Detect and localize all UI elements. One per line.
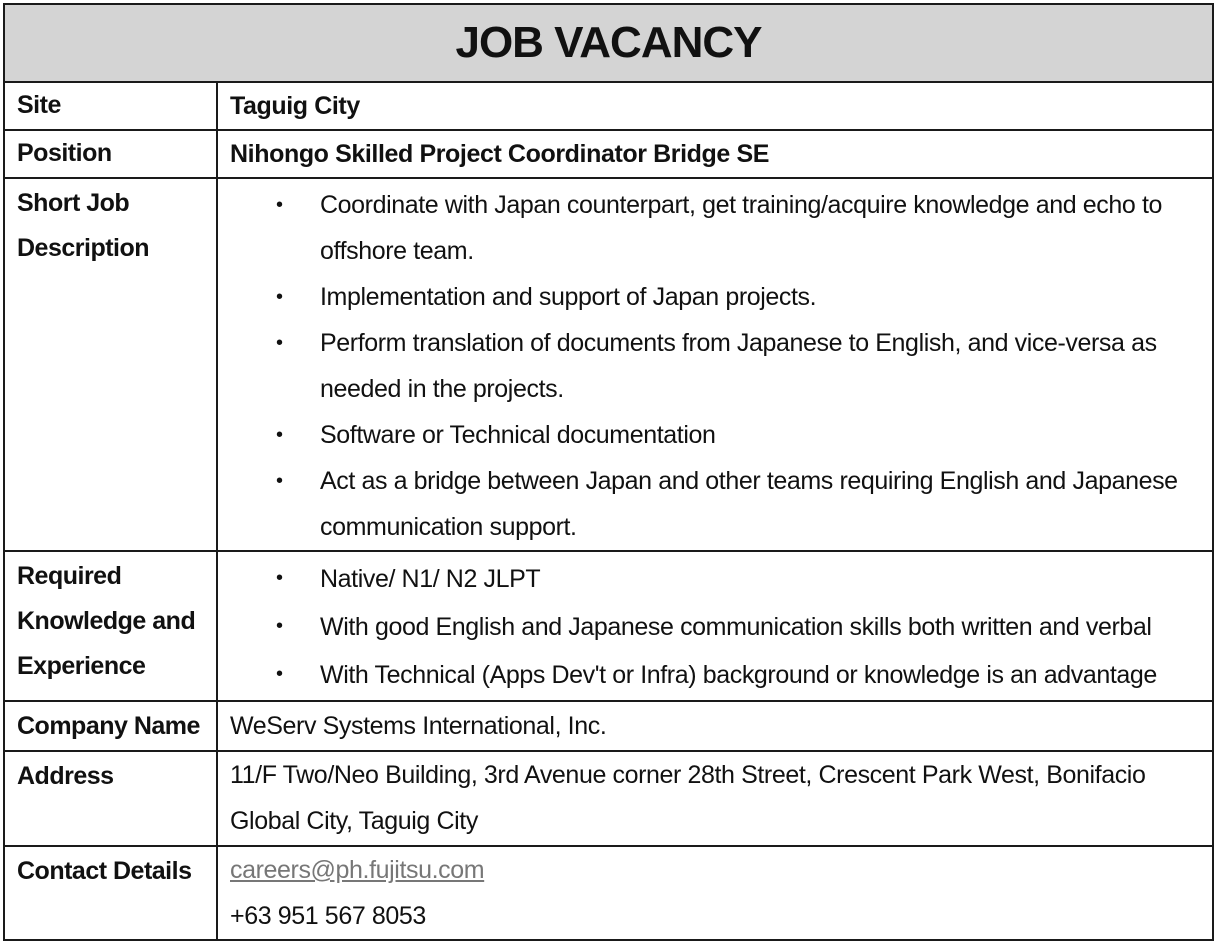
job-vacancy-table (5, 5, 1212, 939)
site-label: Site (17, 91, 61, 119)
page-title: JOB VACANCY (455, 18, 762, 67)
bullet-icon: • (276, 286, 283, 308)
requirements-label-line-1: Required (17, 562, 122, 590)
company-value: WeServ Systems International, Inc. (230, 712, 607, 740)
company-row (5, 701, 1212, 751)
contact-row (5, 846, 1212, 939)
contact-email-line (230, 847, 1200, 893)
position-value: Nihongo Skilled Project Coordinator Bridge SE (230, 140, 769, 168)
company-label: Company Name (17, 712, 200, 740)
requirements-value-cell (217, 551, 1212, 701)
bullet-icon: • (276, 663, 283, 685)
job-vacancy-sheet (3, 3, 1214, 941)
bullet-icon: • (276, 424, 283, 446)
bullet-icon: • (276, 615, 283, 637)
address-label-cell (5, 751, 217, 846)
list-item: • Act as a bridge between Japan and other teams requiring English and Japanese communication support. (320, 458, 1200, 550)
bullet-icon: • (276, 332, 283, 354)
title-row (5, 5, 1212, 82)
list-item: • With Technical (Apps Dev't or Infra) background or knowledge is an advantage (320, 651, 1200, 699)
requirements-label-line-2: Knowledge and (17, 607, 196, 635)
address-value: 11/F Two/Neo Building, 3rd Avenue corner 28th Street, Crescent Park West, Bonifacio Global City, Taguig City (230, 761, 1146, 835)
site-row (5, 82, 1212, 130)
site-value: Taguig City (230, 92, 360, 120)
list-item: • Native/ N1/ N2 JLPT (320, 555, 1200, 603)
bullet-icon: • (276, 470, 283, 492)
site-label-cell (5, 82, 217, 130)
contact-value-cell (217, 846, 1212, 939)
bullet-icon: • (276, 567, 283, 589)
description-value-cell (217, 178, 1212, 551)
description-label-line-1: Short Job (17, 189, 130, 217)
list-item: • Perform translation of documents from Japanese to English, and vice-versa as needed in the projects. (320, 320, 1200, 412)
company-label-cell (5, 701, 217, 751)
description-row (5, 178, 1212, 551)
requirements-row (5, 551, 1212, 701)
position-label: Position (17, 139, 112, 167)
bullet-icon: • (276, 194, 283, 216)
address-row (5, 751, 1212, 846)
address-label: Address (17, 762, 114, 790)
requirements-label-line-3: Experience (17, 652, 146, 680)
description-label-line-2: Description (17, 234, 150, 262)
position-value-cell (217, 130, 1212, 178)
requirements-list (230, 555, 1200, 699)
description-label-cell (5, 178, 217, 551)
list-item: • Software or Technical documentation (320, 412, 1200, 458)
title-cell (5, 5, 1212, 82)
list-item: • With good English and Japanese communication skills both written and verbal (320, 603, 1200, 651)
address-value-cell (217, 751, 1212, 846)
description-list (230, 182, 1200, 550)
position-row (5, 130, 1212, 178)
contact-label-cell (5, 846, 217, 939)
requirements-label-cell (5, 551, 217, 701)
contact-label: Contact Details (17, 857, 192, 885)
list-item: • Coordinate with Japan counterpart, get training/acquire knowledge and echo to offshore team. (320, 182, 1200, 274)
list-item: • Implementation and support of Japan projects. (320, 274, 1200, 320)
site-value-cell (217, 82, 1212, 130)
position-label-cell (5, 130, 217, 178)
contact-email-link[interactable]: careers@ph.fujitsu.com (230, 856, 485, 884)
company-value-cell (217, 701, 1212, 751)
contact-phone: +63 951 567 8053 (230, 902, 426, 930)
